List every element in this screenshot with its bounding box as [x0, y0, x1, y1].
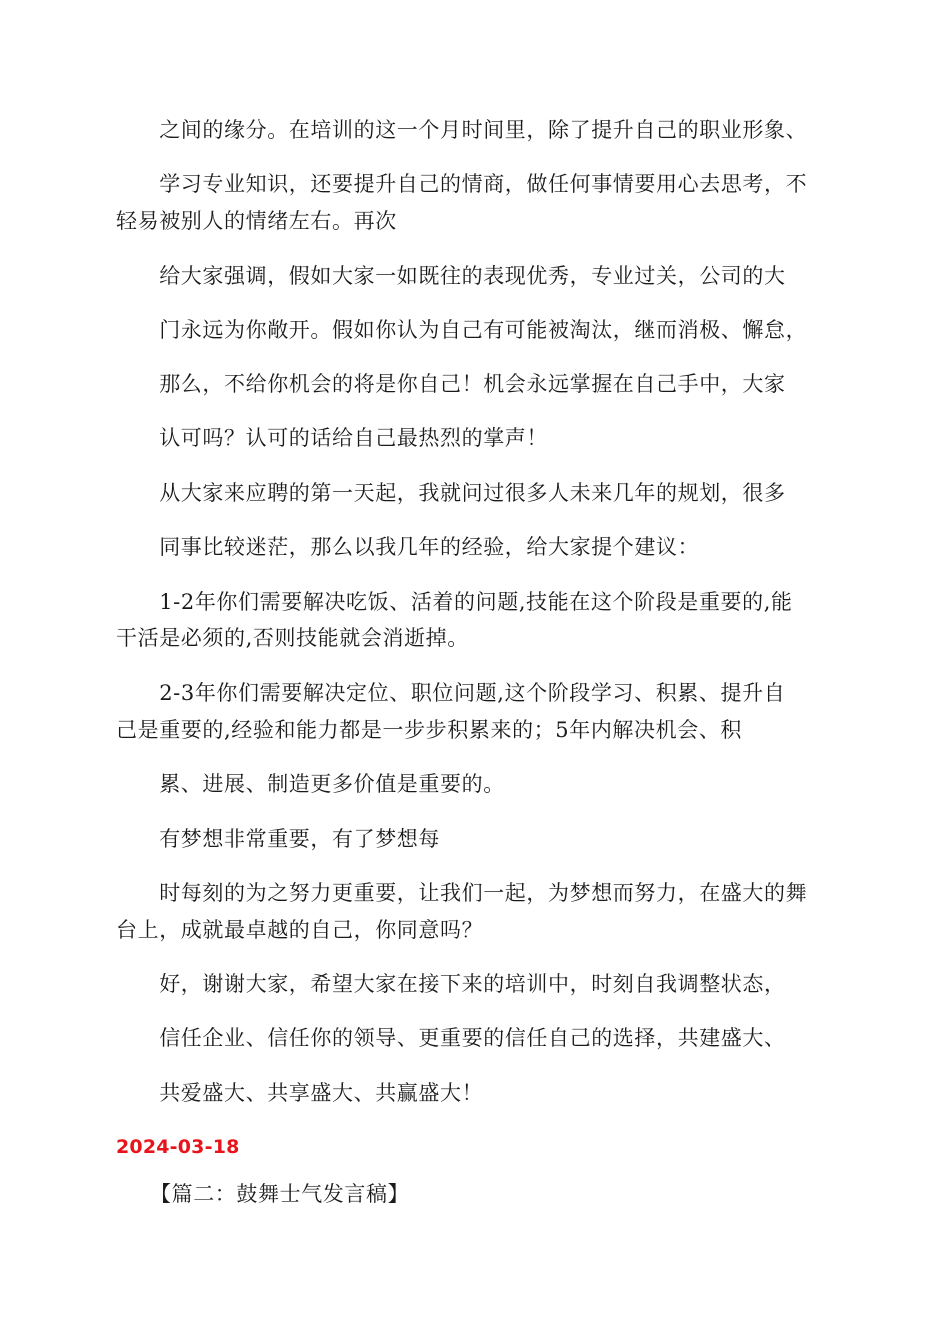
body-text-line: 那么，不给你机会的将是你自己！机会永远掌握在自己手中，大家 [116, 372, 786, 396]
body-text-line: 干活是必须的,否则技能就会消逝掉。 [116, 626, 469, 650]
body-text-line: 从大家来应聘的第一天起，我就问过很多人未来几年的规划，很多 [116, 481, 786, 505]
body-text-line: 时每刻的为之努力更重要，让我们一起，为梦想而努力，在盛大的舞 [116, 881, 808, 905]
body-text-line: 之间的缘分。在培训的这一个月时间里，除了提升自己的职业形象、 [116, 118, 808, 142]
body-text-line: 好，谢谢大家，希望大家在接下来的培训中，时刻自我调整状态， [116, 972, 786, 996]
body-text-line: 给大家强调，假如大家一如既往的表现优秀，专业过关，公司的大 [116, 264, 786, 288]
body-text-line: 信任企业、信任你的领导、更重要的信任自己的选择，共建盛大、 [116, 1026, 786, 1050]
body-text-line: 认可吗？认可的话给自己最热烈的掌声！ [116, 426, 548, 450]
body-text-line: 1-2年你们需要解决吃饭、活着的问题,技能在这个阶段是重要的,能 [116, 590, 793, 614]
section-heading: 【篇二：鼓舞士气发言稿】 [150, 1182, 410, 1206]
document-date: 2024-03-18 [116, 1136, 240, 1158]
body-text-line: 学习专业知识，还要提升自己的情商，做任何事情要用心去思考，不 [116, 172, 808, 196]
body-text-line: 门永远为你敞开。假如你认为自己有可能被淘汰，继而消极、懈怠， [116, 318, 808, 342]
body-text-line: 累、进展、制造更多价值是重要的。 [116, 772, 505, 796]
body-text-line: 共爱盛大、共享盛大、共赢盛大！ [116, 1081, 484, 1105]
body-text-line: 有梦想非常重要，有了梦想每 [116, 827, 440, 851]
body-text-line: 轻易被别人的情绪左右。再次 [116, 209, 397, 233]
body-text-line: 台上，成就最卓越的自己，你同意吗？ [116, 918, 484, 942]
body-text-line: 2-3年你们需要解决定位、职位问题,这个阶段学习、积累、提升自 [116, 681, 786, 705]
body-text-line: 己是重要的,经验和能力都是一步步积累来的；5年内解决机会、积 [116, 718, 743, 742]
body-text-line: 同事比较迷茫，那么以我几年的经验，给大家提个建议： [116, 535, 700, 559]
